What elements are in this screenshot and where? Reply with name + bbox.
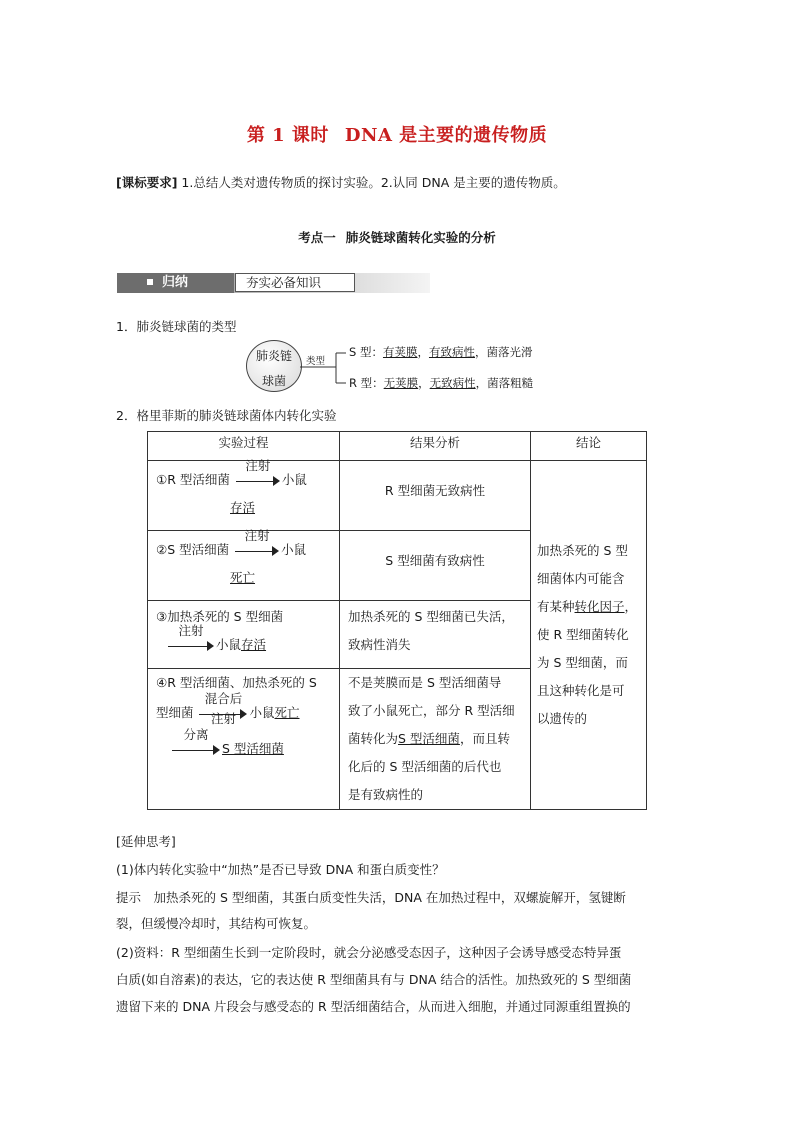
extension-heading: [延伸思考] (116, 834, 176, 849)
extension-question-2-line3: 遗留下来的 DNA 片段会与感受态的 R 型活细菌结合，从而进入细胞，并通过同源重组置换的 (116, 999, 631, 1014)
extension-question-2-line1: (2)资料：R 型细菌生长到一定阶段时，就会分泌感受态因子，这种因子会诱导感受态特异蛋 (116, 945, 622, 960)
type-edge-label: 类型 (306, 356, 326, 367)
section1-heading: 1．肺炎链球菌的类型 (116, 319, 237, 334)
inject-arrow: 注射 (166, 639, 216, 653)
section-kaodian-heading: 考点一 肺炎链球菌转化实验的分析 (298, 230, 496, 245)
griffith-experiment-table (147, 431, 647, 810)
branch-brace (300, 345, 350, 390)
separate-arrow: 分离 (170, 743, 222, 757)
extension-question-1: (1)体内转化实验中“加热”是否已导致 DNA 和蛋白质变性？ (116, 862, 445, 877)
extension-answer-1-line1: 提示 加热杀死的 S 型细菌，其蛋白质变性失活，DNA 在加热过程中，双螺旋解开，氢键断 (116, 890, 626, 905)
r-type-line: R 型：无荚膜，无致病性，菌落粗糙 (349, 376, 534, 390)
curriculum-requirements: [课标要求] 1.总结人类对遗传物质的探讨实验。2.认同 DNA 是主要的遗传物质。 (116, 175, 566, 190)
table-row-2-analysis: S 型细菌有致病性 (340, 531, 531, 601)
inject-arrow: 注射 (233, 544, 281, 558)
table-header-analysis: 结果分析 (340, 432, 531, 461)
table-row-4-analysis: 不是荚膜而是 S 型活细菌导 致了小鼠死亡，部分 R 型活细 菌转化为S 型活细菌，而且转 化后的 S 型活细菌的后代也 是有致病性的 (340, 669, 531, 810)
table-row-4-process: ④R 型活细菌、加热杀死的 S 型细菌 混合后 注射 小鼠死亡 分离 S 型活细菌 (148, 669, 340, 810)
table-row-1-process: ①R 型活细菌 注射 小鼠 存活 (148, 461, 340, 531)
table-row-3-process: ③加热杀死的 S 型细菌 注射 小鼠存活 (148, 601, 340, 669)
table-conclusion: 加热杀死的 S 型 细菌体内可能含 有某种转化因子， 使 R 型细菌转化 为 S 型细菌，而 且这种转化是可 以遗传的 (531, 461, 647, 810)
page-title: 第 1 课时 DNA 是主要的遗传物质 (246, 125, 548, 146)
table-row-2-process: ②S 型活细菌 注射 小鼠 死亡 (148, 531, 340, 601)
section2-heading: 2．格里菲斯的肺炎链球菌体内转化实验 (116, 408, 337, 423)
inject-arrow: 注射 (234, 474, 282, 488)
mix-inject-arrow: 混合后 注射 (197, 707, 249, 721)
extension-answer-1-line2: 裂，但缓慢冷却时，其结构可恢复。 (116, 916, 317, 931)
table-header-process: 实验过程 (148, 432, 340, 461)
banner-subtitle: 夯实必备知识 (235, 273, 355, 292)
s-type-line: S 型：有荚膜，有致病性，菌落光滑 (349, 345, 533, 359)
summary-banner (117, 271, 431, 295)
table-row-3-analysis: 加热杀死的 S 型细菌已失活， 致病性消失 (340, 601, 531, 669)
pneumococcus-node: 肺炎链 球菌 (246, 340, 302, 392)
extension-question-2-line2: 白质(如自溶素)的表达，它的表达使 R 型细菌具有与 DNA 结合的活性。加热致死的 S 型细菌 (116, 972, 632, 987)
table-header-conclusion: 结论 (531, 432, 647, 461)
table-row-1-analysis: R 型细菌无致病性 (340, 461, 531, 531)
banner-label: 归纳 (117, 273, 234, 293)
